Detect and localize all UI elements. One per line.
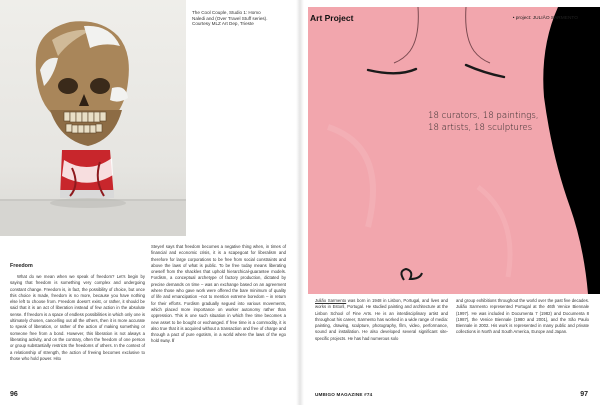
caption-line-3: Courtesy MLZ Art Dep, Trieste [192,21,254,27]
skull-sculpture-photo [0,0,186,236]
caption-line-2: Naledi and (Over Travel Stuff series). [192,15,268,21]
bio-column-1-text: was born in 1948 in Lisbon, Portugal, and lives and works in Estoril, Portugal. He studied painting and architecture at the Lisbon School of Fine Arts. He is an interdisciplinary artist and throughout his career, Sarmento has worked in a wide range of media: painting, drawing, sculpture, photography, film, video, performance, sound and installation. He also developed several significant site-specific projects. He has had numerous solo [315,298,449,341]
bio-column-1 [315,298,448,342]
page-number-right: 97 [580,391,588,398]
skull-sculpture-icon [0,0,186,236]
pink-torso-painting-icon [308,7,600,294]
bio-column-2: and group exhibitions throughout the world over the past five decades. Julião Sarmento represented Portugal at the 46th Venice Biennale (1997). He was included in Documenta 7 (1982) and Documenta 8 (1987), the Venice Biennale (1980 and 2001), and the São Paulo Biennale in 2002. His work is represented in many public and private collections in North and South America, Europe and Japan. [456,298,589,335]
spread-gutter [296,0,304,405]
project-label: • project: JULIÃO SARMENTO [512,16,578,21]
end-mark: // [171,338,175,344]
section-title: Art Project [310,13,354,23]
caption-title: The Cool Couple, Studio 1: Homo [192,10,261,15]
article-column-2 [151,244,286,345]
article-column-2-text: Steyerl says that freedom becomes a negative thing when, in times of financial and economic crisis, it is a scapegoat for liberalism and therefore for large corporations to be free from social constraints and above the laws of what is public. To be free today means liberating oneself from the shackles that uphold hierarchical-guarantee models. Fordism, a conceptual archetype of factory production, dictated by precise demands on time – was an exchange based on an agreement where those who gave work were offered the bare minimum of quality of life and emancipation –not to mention extreme boredom – in return for their efforts. Fordism gradually segued into various movements, which placed more importance on worker autonomy rather than oppression. This is one such situation in which free time becomes a new asset to be bought or exchanged. If free time is a commodity, it is also true that it is acquired without a transaction and free of charge and through a pact of pure egotism, in a world where the laws of the ego hold sway. [151,244,286,344]
article-column-1: What do we mean when we speak of freedom? Let's begin by saying that freedom is something very complex and undergoing constant change. Freedom is, in fact, the possibility of choice, but once this choice is made, freedom is no more, because you have nothing else left to choose from. Freedom doesn't exist, or rather, it should be said that it is an act of liberation instead of few action in the absolute sense. If freedom is a space of endless possibilities in which only one is ultimately chosen, cancelling out all the others, then it is more accurate to speak of liberation, or rather of the action of making something or someone free from a bond. However, this liberation is not always a liberating activity, and on the contrary, often the freedom of one person or group substantially restricts the freedoms of others. In the context of a relationship of strength, the action of freeing becomes exclusive to those who hold power. Hito [10,274,145,361]
article-heading: Freedom [10,263,33,269]
torso-painting [308,7,600,294]
photo-caption [192,10,292,27]
right-page [300,0,600,405]
artist-name-link[interactable]: Julião Sarmento [315,298,347,303]
page-number-left: 96 [10,391,18,398]
magazine-footer: UMBIGO MAGAZINE #74 [315,392,373,397]
headline-line-2: 18 artists, 18 sculptures [428,122,533,133]
painting-headline [428,111,578,134]
headline-line-1: 18 curators, 18 paintings, [428,111,539,121]
